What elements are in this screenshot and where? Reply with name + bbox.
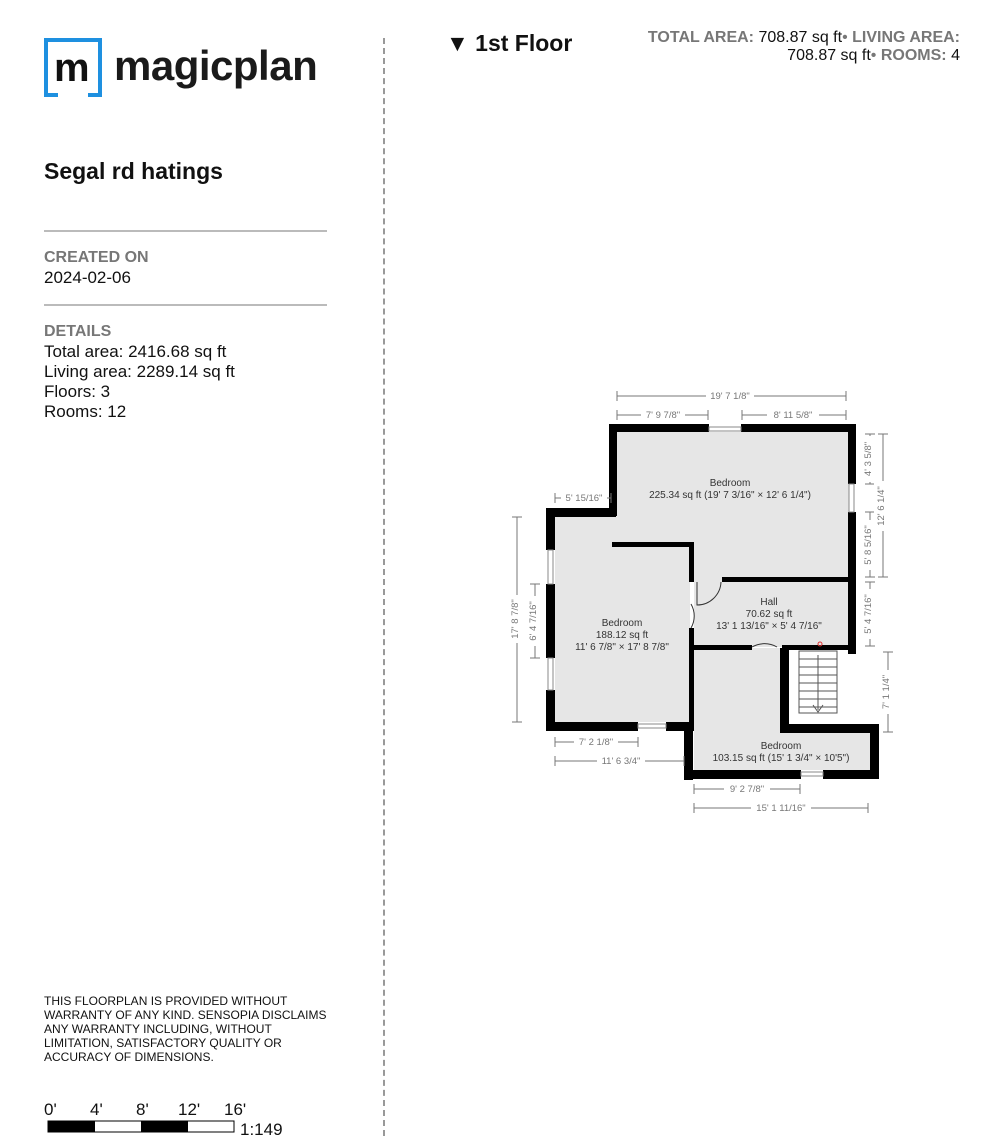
separator: • <box>842 29 848 46</box>
window <box>548 550 553 584</box>
scale-tick-label: 0' <box>44 1100 57 1119</box>
project-title: Segal rd hatings <box>44 158 223 184</box>
dim-label: 7' 9 7/8" <box>645 410 681 421</box>
room-fill-bedroom-top-extension <box>692 547 849 582</box>
logo-letter: m <box>54 46 90 90</box>
dim-label: 6' 4 7/16" <box>528 601 539 641</box>
window <box>638 724 666 728</box>
dim-label: 9' 2 7/8" <box>729 784 765 795</box>
total-area-label: TOTAL AREA: <box>647 29 754 46</box>
window <box>849 484 854 512</box>
floor-title: ▼ 1st Floor <box>446 30 573 56</box>
room-area: 70.62 sq ft <box>745 609 793 620</box>
scale-bar <box>48 1121 234 1132</box>
room-name: Hall <box>760 597 778 608</box>
stairs <box>799 651 837 713</box>
dim-label: 5' 4 7/16" <box>863 594 874 634</box>
door-swing <box>691 604 694 628</box>
window <box>709 427 741 431</box>
room-name: Bedroom <box>760 741 802 752</box>
room-area: 225.34 sq ft (19' 7 3/16" × 12' 6 1/4") <box>649 490 811 501</box>
window <box>548 658 553 690</box>
scale-tick-label: 4' <box>90 1100 103 1119</box>
magicplan-logo-text: magicplan <box>114 42 318 89</box>
dim-label: 19' 7 1/8" <box>710 391 750 402</box>
room-area: 103.15 sq ft (15' 1 3/4" × 10'5") <box>712 753 850 764</box>
window <box>801 772 823 776</box>
room-area: 13' 1 13/16" × 5' 4 7/16" <box>716 621 822 632</box>
total-area-value: 708.87 sq ft <box>758 29 843 46</box>
dim-label: 4' 3 5/8" <box>863 441 874 477</box>
living-area-value: 708.87 sq ft <box>787 47 871 64</box>
scale-ratio: 1:149 <box>240 1120 283 1139</box>
dim-label: 7' 1 1/4" <box>881 674 892 710</box>
dim-label: 8' 11 5/8" <box>773 410 813 421</box>
rooms-value: 4 <box>951 47 960 64</box>
dim-label: 17' 8 7/8" <box>510 599 521 639</box>
scale-tick-label: 12' <box>178 1100 201 1119</box>
separator: • <box>870 47 877 64</box>
details-total-area: Total area: 2416.68 sq ft <box>44 342 227 361</box>
details-rooms: Rooms: 12 <box>44 402 127 421</box>
dim-label: 11' 6 3/4" <box>601 756 641 767</box>
details-floors: Floors: 3 <box>44 382 111 401</box>
room-area: 11' 6 7/8" × 17' 8 7/8" <box>575 642 669 653</box>
dim-label: 12' 6 1/4" <box>876 486 887 526</box>
created-on-label: CREATED ON <box>44 249 149 266</box>
room-name: Bedroom <box>709 478 751 489</box>
created-on-value: 2024-02-06 <box>44 268 131 287</box>
details-label: DETAILS <box>44 323 112 340</box>
living-area-label: LIVING AREA: <box>852 29 960 46</box>
rooms-label: ROOMS: <box>880 47 947 64</box>
dim-label: 7' 2 1/8" <box>578 737 614 748</box>
scale-tick-label: 8' <box>136 1100 149 1119</box>
dim-label: 15' 1 11/16" <box>756 803 806 814</box>
scale-tick-label: 16' <box>224 1100 247 1119</box>
details-living-area: Living area: 2289.14 sq ft <box>44 362 235 381</box>
dim-label: 5' 15/16" <box>565 493 603 504</box>
room-name: Bedroom <box>601 618 643 629</box>
room-area: 188.12 sq ft <box>595 630 649 641</box>
disclaimer-text: THIS FLOORPLAN IS PROVIDED WITHOUT WARRANTY OF ANY KIND. SENSOPIA DISCLAIMS ANY WARRANTY INCLUDING, WITHOUT LIMITATION, SATISFACTORY QUALITY OR ACCURACY OF DIMENSIONS. <box>44 994 327 1064</box>
dim-label: 5' 8 5/16" <box>863 525 874 565</box>
